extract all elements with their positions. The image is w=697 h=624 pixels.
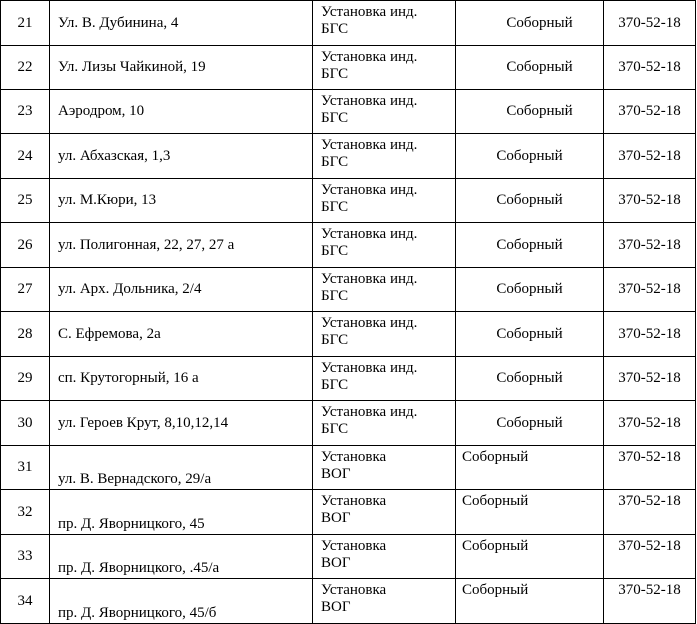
address-cell: ул. Героев Крут, 8,10,12,14: [50, 401, 313, 446]
type-cell: [313, 357, 456, 401]
type-cell: [313, 179, 456, 223]
table-row: [1, 134, 696, 179]
phone-cell: 370-52-18: [604, 46, 696, 90]
kind-cell: Соборный: [456, 223, 604, 268]
row-number: 23: [1, 90, 50, 134]
phone-cell: 370-52-18: [604, 179, 696, 223]
type-cell: [313, 446, 456, 490]
type-line-1: Установка: [321, 538, 387, 554]
address-cell: ул. Полигонная, 22, 27, 27 а: [50, 223, 313, 268]
type-line-1: Установка инд.: [321, 226, 418, 242]
address-cell: Аэродром, 10: [50, 90, 313, 134]
phone-cell: 370-52-18: [604, 535, 696, 579]
type-cell: [313, 490, 456, 535]
type-line-2: ВОГ: [321, 510, 351, 526]
type-cell: [313, 223, 456, 268]
row-number: 28: [1, 312, 50, 357]
type-line-1: Установка инд.: [321, 4, 418, 20]
phone-cell: 370-52-18: [604, 401, 696, 446]
table-row: [1, 446, 696, 490]
row-number: 29: [1, 357, 50, 401]
kind-cell: Соборный: [456, 446, 604, 490]
type-line-1: Установка: [321, 582, 387, 598]
phone-cell: 370-52-18: [604, 490, 696, 535]
address-cell: С. Ефремова, 2а: [50, 312, 313, 357]
phone-cell: 370-52-18: [604, 579, 696, 624]
type-line-1: Установка: [321, 493, 387, 509]
address-cell: Ул. В. Дубинина, 4: [50, 1, 313, 46]
type-cell: [313, 535, 456, 579]
phone-cell: 370-52-18: [604, 268, 696, 312]
row-number: 31: [1, 446, 50, 490]
table-row: [1, 46, 696, 90]
table-row: [1, 268, 696, 312]
kind-cell: Соборный: [456, 535, 604, 579]
table-row: [1, 490, 696, 535]
type-line-2: БГС: [321, 332, 349, 348]
table-row: [1, 90, 696, 134]
row-number: 32: [1, 490, 50, 535]
type-cell: [313, 90, 456, 134]
address-cell: сп. Крутогорный, 16 а: [50, 357, 313, 401]
type-line-2: БГС: [321, 199, 349, 215]
row-number: 34: [1, 579, 50, 624]
row-number: 25: [1, 179, 50, 223]
phone-cell: 370-52-18: [604, 1, 696, 46]
kind-cell: Соборный: [456, 46, 604, 90]
kind-cell: Соборный: [456, 268, 604, 312]
type-line-2: ВОГ: [321, 555, 351, 571]
type-line-1: Установка инд.: [321, 93, 418, 109]
address-cell: ул. Арх. Дольника, 2/4: [50, 268, 313, 312]
type-line-1: Установка инд.: [321, 315, 418, 331]
table-row: [1, 312, 696, 357]
address-cell: ул. Абхазская, 1,3: [50, 134, 313, 179]
type-line-1: Установка инд.: [321, 271, 418, 287]
row-number: 30: [1, 401, 50, 446]
type-cell: [313, 312, 456, 357]
type-line-2: ВОГ: [321, 466, 351, 482]
type-line-2: БГС: [321, 110, 349, 126]
type-line-2: БГС: [321, 21, 349, 37]
type-cell: [313, 1, 456, 46]
type-line-2: БГС: [321, 377, 349, 393]
type-line-2: БГС: [321, 421, 349, 437]
type-line-1: Установка инд.: [321, 360, 418, 376]
kind-cell: Соборный: [456, 357, 604, 401]
type-cell: [313, 579, 456, 624]
type-cell: [313, 268, 456, 312]
phone-cell: 370-52-18: [604, 134, 696, 179]
table-row: [1, 223, 696, 268]
type-line-1: Установка инд.: [321, 404, 418, 420]
type-line-1: Установка: [321, 449, 387, 465]
kind-cell: Соборный: [456, 490, 604, 535]
kind-cell: Соборный: [456, 90, 604, 134]
table-row: [1, 179, 696, 223]
type-cell: [313, 401, 456, 446]
address-cell: ул. В. Вернадского, 29/а: [50, 446, 313, 490]
phone-cell: 370-52-18: [604, 90, 696, 134]
kind-cell: Соборный: [456, 1, 604, 46]
type-cell: [313, 46, 456, 90]
phone-cell: 370-52-18: [604, 223, 696, 268]
table-row: [1, 357, 696, 401]
row-number: 24: [1, 134, 50, 179]
type-line-2: БГС: [321, 66, 349, 82]
row-number: 21: [1, 1, 50, 46]
phone-cell: 370-52-18: [604, 446, 696, 490]
address-cell: пр. Д. Яворницкого, .45/а: [50, 535, 313, 579]
phone-cell: 370-52-18: [604, 312, 696, 357]
table-row: [1, 579, 696, 624]
type-line-1: Установка инд.: [321, 137, 418, 153]
kind-cell: Соборный: [456, 179, 604, 223]
row-number: 22: [1, 46, 50, 90]
row-number: 33: [1, 535, 50, 579]
table-row: [1, 535, 696, 579]
type-cell: [313, 134, 456, 179]
type-line-2: БГС: [321, 243, 349, 259]
address-cell: ул. М.Кюри, 13: [50, 179, 313, 223]
kind-cell: Соборный: [456, 401, 604, 446]
kind-cell: Соборный: [456, 134, 604, 179]
address-cell: Ул. Лизы Чайкиной, 19: [50, 46, 313, 90]
phone-cell: 370-52-18: [604, 357, 696, 401]
type-line-2: ВОГ: [321, 599, 351, 615]
address-cell: пр. Д. Яворницкого, 45/б: [50, 579, 313, 624]
type-line-2: БГС: [321, 154, 349, 170]
address-cell: пр. Д. Яворницкого, 45: [50, 490, 313, 535]
row-number: 26: [1, 223, 50, 268]
row-number: 27: [1, 268, 50, 312]
type-line-1: Установка инд.: [321, 49, 418, 65]
type-line-2: БГС: [321, 288, 349, 304]
table-row: [1, 1, 696, 46]
kind-cell: Соборный: [456, 312, 604, 357]
type-line-1: Установка инд.: [321, 182, 418, 198]
table-row: [1, 401, 696, 446]
kind-cell: Соборный: [456, 579, 604, 624]
